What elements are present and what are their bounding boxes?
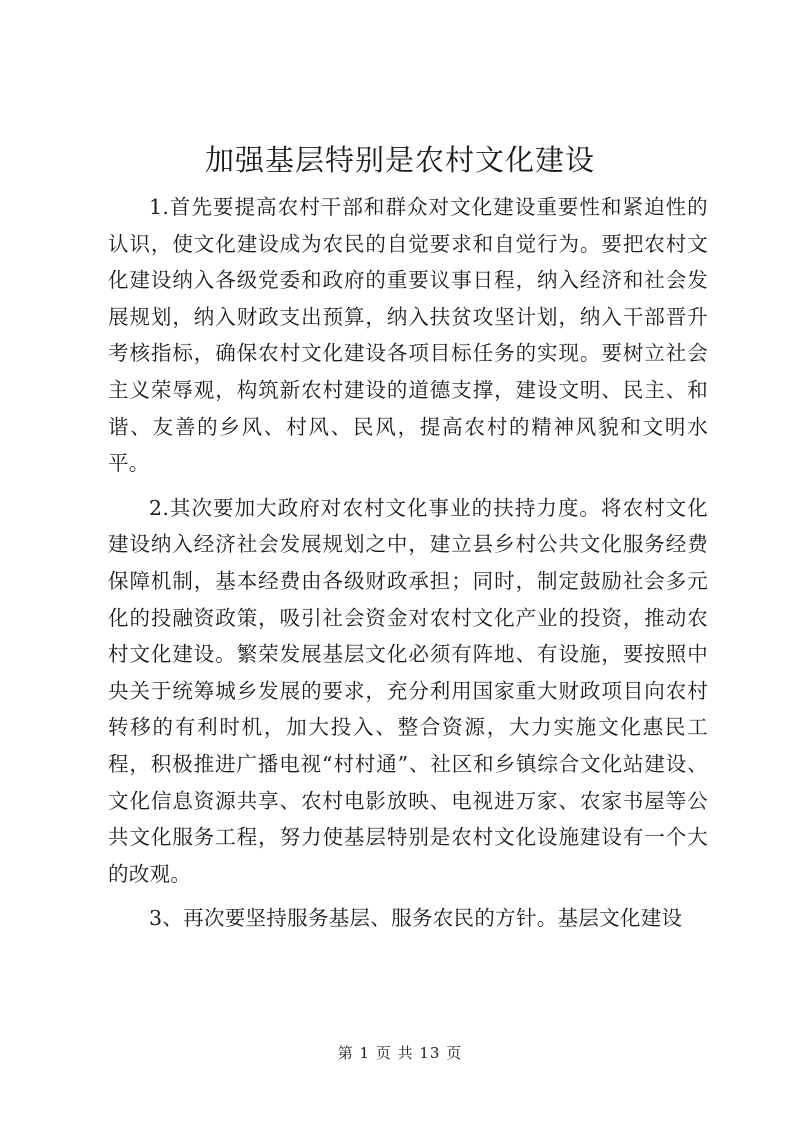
document-title: 加强基层特别是农村文化建设 (204, 143, 595, 177)
page-number-footer: 第 1 页 共 13 页 (337, 1044, 463, 1062)
paragraph-2: 2.其次要加大政府对农村文化事业的扶持力度。将农村文化建设纳入经济社会发展规划之中，建立县乡村公共文化服务经费保障机制，基本经费由各级财政承担；同时，制定鼓励社会多元化的投融资政策，吸引社会资金对农村文化产业的投资，推动农村文化建设。繁荣发展基层文化必须有阵地、有设施，要按照中央关于统筹城乡发展的要求，充分利用国家重大财政项目向农村转移的有利时机，加大投入、整合资源，大力实施文化惠民工程，积极推进广播电视“村村通”、社区和乡镇综合文化站建设、文化信息资源共享、农村电影放映、电视进万家、农家书屋等公共文化服务工程，努力使基层特别是农村文化设施建设有一个大的改观。 (108, 495, 708, 886)
paragraph-3: 3、再次要坚持服务基层、服务农民的方针。基层文化建设 (149, 906, 683, 931)
paragraph-1: 1.首先要提高农村干部和群众对文化建设重要性和紧迫性的认识，使文化建设成为农民的自觉要求和自觉行为。要把农村文化建设纳入各级党委和政府的重要议事日程，纳入经济和社会发展规划，纳入财政支出预算，纳入扶贫攻坚计划，纳入干部晋升考核指标，确保农村文化建设各项目标任务的实现。要树立社会主义荣辱观，构筑新农村建设的道德支撑，建设文明、民主、和谐、友善的乡风、村风、民风，提高农村的精神风貌和文明水平。 (108, 195, 708, 476)
document-body (108, 189, 708, 945)
